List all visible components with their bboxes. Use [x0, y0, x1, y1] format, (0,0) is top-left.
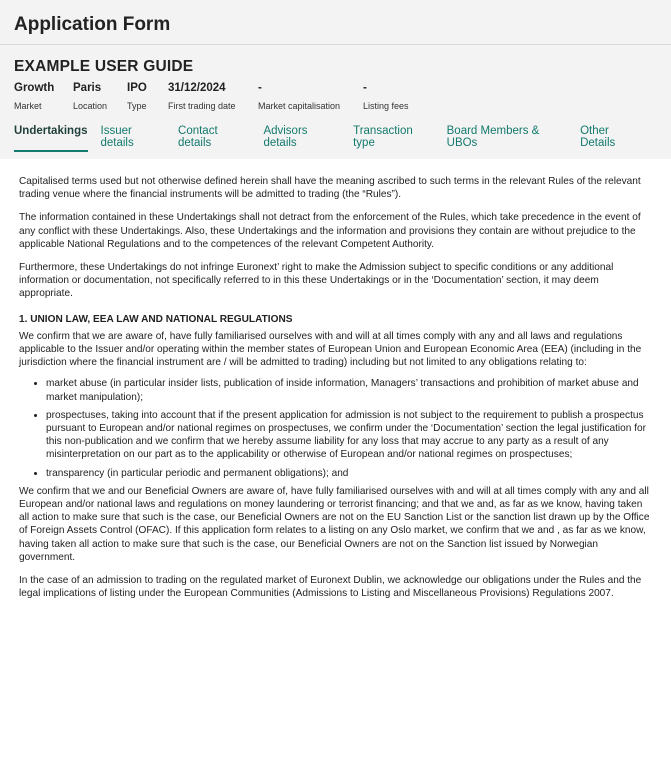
list-item: • transparency (in particular periodic and permanent obligations); and [46, 467, 652, 480]
tab-advisors-details[interactable]: Advisors details [263, 125, 308, 149]
meta-value: IPO [127, 82, 147, 94]
intro-paragraph: Capitalised terms used but not otherwise defined herein shall have the meaning ascribed to such terms in the relevant Rules of the relevant trading venue where the financial instruments will be admitted to trading (the “Rules”). [19, 176, 641, 201]
meta-value: 31/12/2024 [168, 82, 226, 94]
meta-value: - [363, 82, 367, 94]
list-item: • market abuse (in particular insider lists, publication of inside information, Managers’ transactions and prohibition of market abuse and market manipulation); [46, 377, 652, 403]
obligations-list [19, 377, 652, 479]
meta-value: Paris [73, 82, 102, 94]
meta-market-capitalisation [258, 82, 349, 111]
header-divider [0, 44, 671, 45]
page-title: Application Form [14, 14, 171, 35]
meta-type [127, 82, 154, 111]
dublin-paragraph: In the case of an admission to trading on the regulated market of Euronext Dublin, we acknowledge our obligations under the Rules and the legal implications of listing under the European Communities (Admissions to Listing and Miscellaneous Provisions) Regulations 2007. [19, 575, 642, 600]
meta-listing-fees [363, 82, 423, 111]
tab-other-details[interactable]: Other Details [580, 125, 616, 149]
meta-market [14, 82, 59, 111]
meta-label: Listing fees [363, 101, 409, 111]
meta-label: Market [14, 101, 42, 111]
beneficial-owners-paragraph: We confirm that we and our Beneficial Owners are aware of, have fully familiarised ourselves with and will at all times comply with any and all European and/or national laws and regulations on money laundering or terrorist financing; and that we and, as far as we know, having taken all action to make sure that such is the case, our Beneficial Owners are not on the EU Sanction List or the sanction list drawn up by the Office of Foreign Assets Control (OFAC). If this application form relates to a listing on any Oslo market, we confirm that we and , as far as we know, having taken all action to make sure that such is the case, our Beneficial Owners are not on the Sanction list issued by Norwegian government. [19, 485, 650, 563]
tab-board-members-ubos[interactable]: Board Members & UBOs [446, 125, 540, 149]
guide-title: EXAMPLE USER GUIDE [14, 58, 194, 75]
undertakings-panel [0, 159, 671, 761]
guide-meta [14, 82, 657, 111]
intro-paragraph: The information contained in these Undertakings shall not detract from the enforcement of the Rules, which take precedence in the event of any conflict with these Undertakings. Also, these Undertakings and the information and provisions they contain are without prejudice to the applicable National Regulations and to the competences of the relevant Competent Authority. [19, 212, 641, 250]
tab-bar [14, 125, 657, 159]
section-heading: 1. UNION LAW, EEA LAW AND NATIONAL REGULATIONS [19, 313, 293, 325]
list-item: • prospectuses, taking into account that if the present application for admission is not subject to the requirement to publish a prospectus pursuant to European and/or national regimes on prospectuses, we confirm under the ‘Documentation’ section the legal justification for this non-publication and we confirm that we hereby assume liability for any loss that may accrue to any party as a result of any misinterpretation on our part as to the applicability or otherwise of European and/or national regimes on prospectuses; [46, 409, 652, 462]
meta-label: Location [73, 101, 108, 111]
tab-contact-details[interactable]: Contact details [178, 125, 218, 149]
meta-label: Type [127, 101, 147, 111]
tab-issuer-details[interactable]: Issuer details [100, 125, 134, 149]
meta-label: Market capitalisation [258, 101, 341, 111]
meta-first-trading-date [168, 82, 244, 111]
tab-transaction-type[interactable]: Transaction type [353, 125, 413, 149]
header [0, 0, 671, 159]
tab-undertakings[interactable]: Undertakings [14, 125, 88, 152]
section-paragraph: We confirm that we are aware of, have fully familiarised ourselves with and will at all times comply with any and all laws and regulations applicable to the Issuer and/or operating within the member states of European Union and European Economic Area (EEA) (including in the jurisdiction where the financial instrument are / will be admitted to trading) including but not limited to any obligations relating to: [19, 330, 642, 369]
meta-value: - [258, 82, 262, 94]
meta-value: Growth [14, 82, 55, 94]
intro-paragraph: Furthermore, these Undertakings do not infringe Euronext’ right to make the Admission subject to specific conditions or any additional information or documentation, not specifically referred to in this these Undertakings or in the ‘Documentation’ section, it may deem appropriate. [19, 262, 614, 300]
meta-location [73, 82, 113, 111]
meta-label: First trading date [168, 101, 236, 111]
